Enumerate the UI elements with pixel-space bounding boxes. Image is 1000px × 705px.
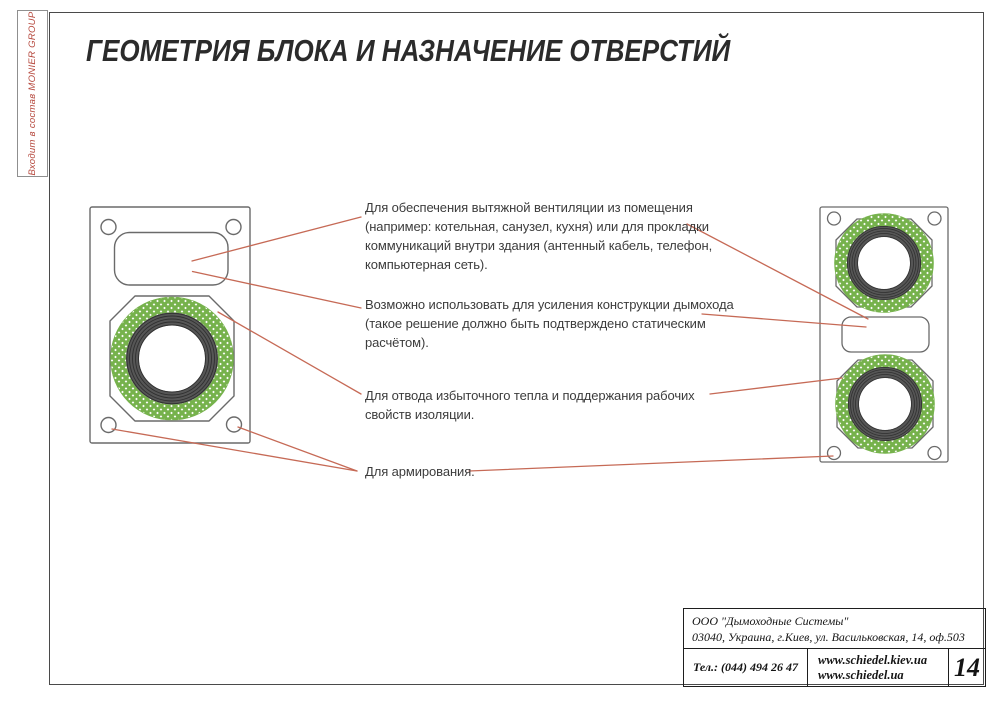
website-cell [808, 649, 949, 686]
annotation-line: свойств изоляции. [365, 407, 475, 422]
website-primary: www.schiedel.kiev.ua [818, 652, 928, 667]
left-block-drawing [90, 207, 250, 443]
left-insulation-ring [111, 297, 234, 420]
company-info-cell [684, 609, 985, 649]
annotation-line: Для отвода избыточного тепла и поддержания рабочих [365, 388, 695, 403]
annotation-line: (например: котельная, санузел, кухня) или для прокладки [365, 219, 709, 234]
title-block [683, 608, 986, 687]
annotation-line: Для армирования. [365, 464, 475, 479]
right-block-drawing [820, 207, 948, 462]
annotation-line: компьютерная сеть). [365, 257, 488, 272]
annotation-line: (такое решение должно быть подтверждено статическим [365, 316, 706, 331]
company-name: ООО "Дымоходные Системы" [692, 614, 849, 628]
annotation-line: Для обеспечения вытяжной вентиляции из помещения [365, 200, 693, 215]
annotation-ventilation [365, 198, 712, 274]
website-secondary: www.schiedel.ua [818, 667, 904, 682]
annotation-strengthening [365, 295, 734, 352]
company-address: 03040, Украина, г.Киев, ул. Васильковская, 14, оф.503 [692, 630, 965, 644]
right-bottom-insulation-ring [836, 355, 935, 454]
annotation-heat-removal [365, 386, 695, 424]
page-number: 14 [954, 652, 980, 682]
monier-group-label: Входит в состав MONIER GROUP [27, 11, 38, 176]
leader-reinforce-left-b [238, 427, 357, 471]
page-title: ГЕОМЕТРИЯ БЛОКА И НАЗНАЧЕНИЕ ОТВЕРСТИЙ [86, 33, 731, 68]
title-block-bottom-row [684, 649, 985, 686]
annotation-reinforcement [365, 462, 475, 481]
annotation-line: расчётом). [365, 335, 429, 350]
annotation-line: Возможно использовать для усиления конструкции дымохода [365, 297, 734, 312]
leader-reinforce-right [469, 456, 833, 471]
annotation-line: коммуникаций внутри здания (антенный кабель, телефон, [365, 238, 713, 253]
right-top-insulation-ring [835, 214, 934, 313]
phone-cell: Тел.: (044) 494 26 47 [684, 649, 808, 686]
